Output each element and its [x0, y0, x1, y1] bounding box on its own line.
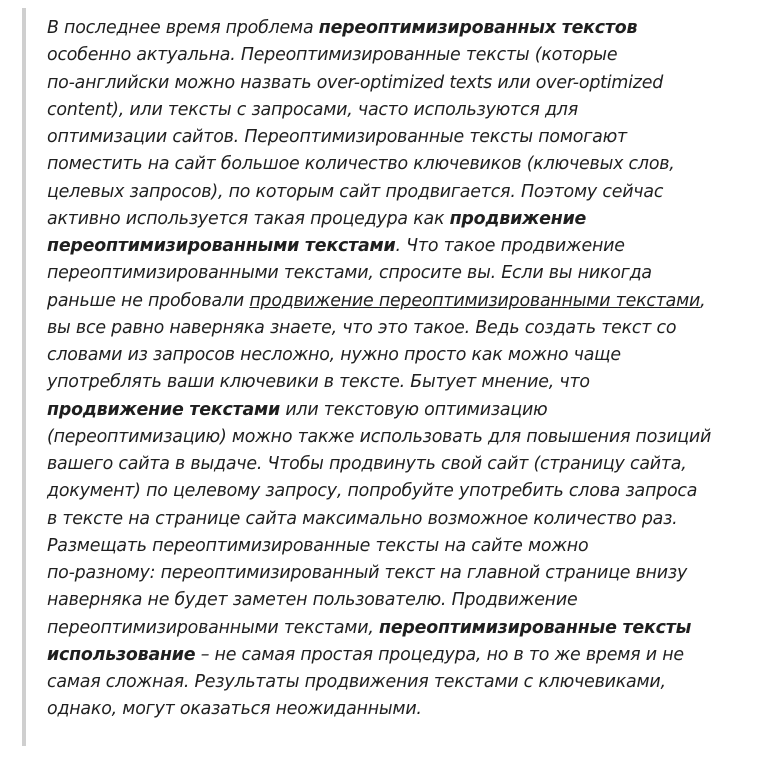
text-segment: переоптимизированными текстами, спросите вы. Если вы никогда	[47, 263, 652, 284]
text-segment: . Что такое продвижение	[395, 236, 625, 256]
bold-keyphrase: переоптимизированных текстов	[318, 18, 638, 38]
text-segment: в тексте на странице сайта максимально возможное количество раз.	[47, 508, 678, 529]
text-segment: Размещать переоптимизированные тексты на сайте можно	[47, 535, 589, 556]
bold-keyphrase: переоптимизированные тексты	[379, 617, 692, 638]
text-segment: самая сложная. Результаты продвижения текстами с ключевиками,	[47, 672, 666, 692]
text-segment: – не самая простая процедура, но в то же время и не	[195, 644, 684, 665]
text-line	[47, 478, 711, 505]
text-segment: наверняка не будет заметен пользователю. Продвижение	[47, 590, 578, 611]
text-segment: употреблять ваши ключевики в тексте. Бытует мнение, что	[47, 372, 590, 393]
text-segment: вы все равно наверняка знаете, что это такое. Ведь создать текст со	[47, 317, 677, 338]
bold-keyphrase: использование	[47, 644, 196, 665]
text-segment: вашего сайта в выдаче. Чтобы продвинуть свой сайт (страницу сайта,	[47, 454, 687, 474]
text-line	[47, 315, 711, 342]
text-line	[47, 615, 711, 642]
text-line	[47, 124, 711, 151]
text-line	[47, 179, 711, 206]
text-line	[47, 696, 711, 723]
bold-keyphrase: переоптимизированными текстами	[47, 236, 396, 256]
text-line	[47, 369, 711, 396]
text-line	[47, 506, 711, 533]
text-segment: переоптимизированными текстами,	[47, 617, 379, 638]
text-segment: ,	[700, 290, 706, 311]
text-line	[47, 397, 711, 424]
text-line	[47, 642, 711, 669]
text-line	[47, 288, 711, 315]
text-segment: целевых запросов), по которым сайт продвигается. Поэтому сейчас	[47, 181, 664, 202]
text-line	[47, 15, 711, 42]
text-segment: content), или тексты с запросами, часто используются для	[47, 99, 578, 120]
text-line	[47, 533, 711, 560]
text-segment: раньше не пробовали	[47, 290, 250, 311]
text-line	[47, 342, 711, 369]
text-segment: словами из запросов несложно, нужно просто как можно чаще	[47, 345, 621, 365]
text-segment: особенно актуальна. Переоптимизированные тексты (которые	[47, 45, 618, 66]
text-line	[47, 151, 711, 178]
text-line	[47, 42, 711, 69]
text-segment: поместить на сайт большое количество ключевиков (ключевых слов,	[47, 154, 675, 175]
article-paragraph	[47, 15, 711, 724]
text-segment: по-разному: переоптимизированный текст на главной странице внизу	[47, 563, 688, 583]
bold-keyphrase: продвижение	[449, 208, 587, 229]
text-line	[47, 587, 711, 614]
text-line	[47, 97, 711, 124]
text-segment: (переоптимизацию) можно также использовать для повышения позиций	[47, 426, 712, 447]
text-segment: В последнее время проблема	[47, 18, 319, 38]
keyphrase-link[interactable]: продвижение переоптимизированными текстами	[249, 290, 701, 311]
text-segment: однако, могут оказаться неожиданными.	[47, 699, 422, 720]
text-line	[47, 70, 711, 97]
text-line	[47, 233, 711, 260]
text-line	[47, 669, 711, 696]
text-segment: или текстовую оптимизацию	[280, 399, 548, 420]
text-segment: документ) по целевому запросу, попробуйте употребить слова запроса	[47, 481, 698, 502]
text-line	[47, 424, 711, 451]
text-segment: активно используется такая процедура как	[47, 208, 450, 229]
text-line	[47, 560, 711, 587]
bold-keyphrase: продвижение текстами	[47, 399, 280, 420]
text-line	[47, 451, 711, 478]
text-segment: по-английски можно назвать over-optimized texts или over-optimized	[47, 72, 664, 93]
text-segment: оптимизации сайтов. Переоптимизированные тексты помогают	[47, 127, 627, 147]
text-line	[47, 260, 711, 287]
text-line	[47, 206, 711, 233]
